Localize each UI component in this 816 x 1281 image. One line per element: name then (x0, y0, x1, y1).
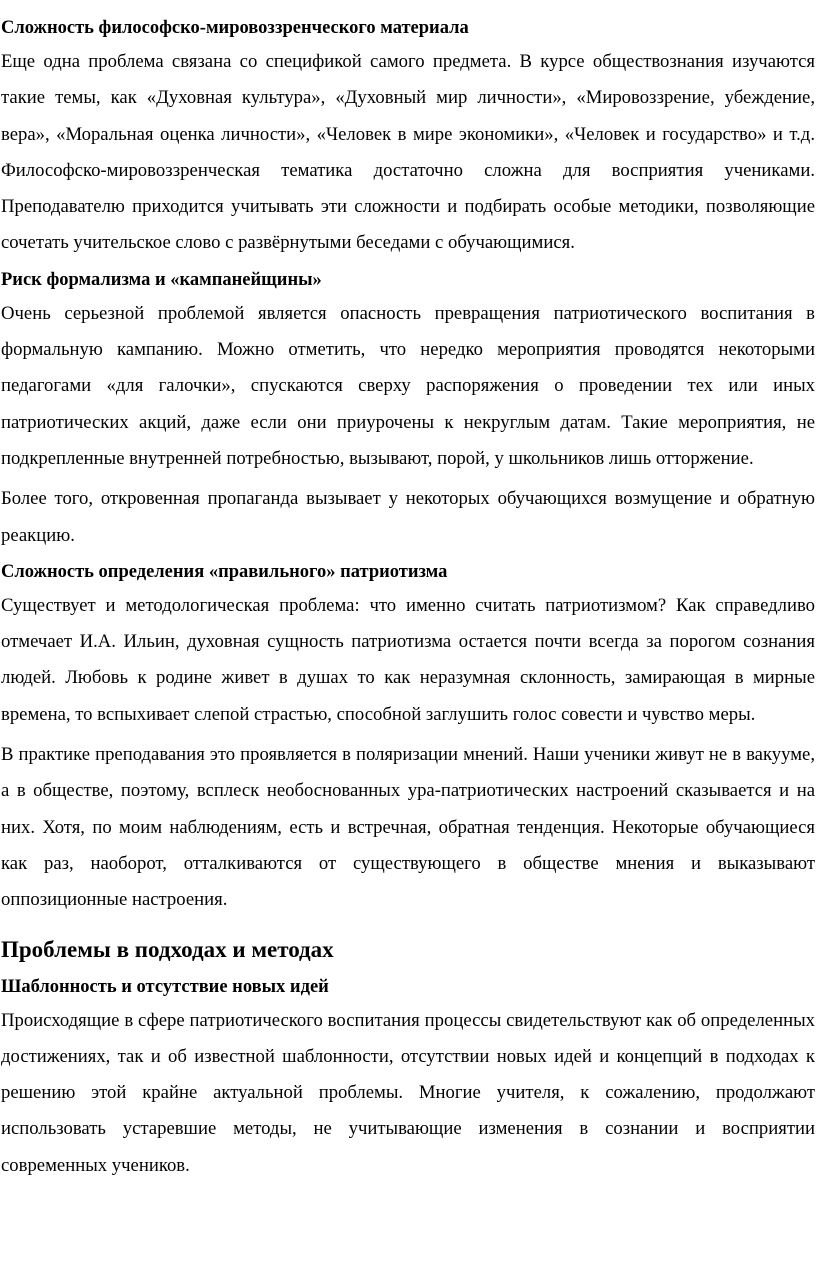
section-heading: Сложность философско-мировоззренческого материала (1, 18, 469, 38)
section-heading: Сложность определения «правильного» патриотизма (1, 561, 448, 582)
paragraph: Более того, откровенная пропаганда вызывает у некоторых обучающихся возмущение и обратную реакцию. (1, 488, 815, 546)
paragraph: Еще одна проблема связана со спецификой самого предмета. В курсе обществознания изучаются такие темы, как «Духовная культура», «Духовный мир личности», «Мировоззрение, убеждение, вера», «Моральная оценка личности», «Человек в мире экономики», «Человек и государство» и т.д. Философско-мировоззренческая тематика достаточно сложна для восприятия учениками. Преподавателю приходится учитывать эти сложности и подбирать особые методики, позволяющие сочетать учительское слово с развёрнутыми беседами с обучающимися. (1, 51, 815, 254)
paragraph: В практике преподавания это проявляется в поляризации мнений. Наши ученики живут не в вакууме, а в обществе, поэтому, всплеск необоснованных ура-патриотических настроений сказывается и на них. Хотя, по моим наблюдениям, есть и встречная, обратная тенденция. Некоторые обучающиеся как раз, наоборот, отталкиваются от существующего в обществе мнения и выказывают оппозиционные настроения. (1, 744, 815, 911)
paragraph: Существует и методологическая проблема: что именно считать патриотизмом? Как справедливо отмечает И.А. Ильин, духовная сущность патриотизма остается почти всегда за порогом сознания людей. Любовь к родине живет в душах то как неразумная склонность, замирающая в мирные времена, то вспыхивает слепой страстью, способной заглушить голос совести и чувство меры. (1, 594, 815, 725)
section-heading: Шаблонность и отсутствие новых идей (1, 976, 329, 997)
paragraph: Очень серьезной проблемой является опасность превращения патриотического воспитания в формальную кампанию. Можно отметить, что нередко мероприятия проводятся некоторыми педагогами «для галочки», спускаются сверху распоряжения о проведении тех или иных патриотических акций, даже если они приурочены к некруглым датам. Такие мероприятия, не подкрепленные внутренней потребностью, вызывают, порой, у школьников лишь отторжение. (1, 302, 815, 469)
paragraph: Происходящие в сфере патриотического воспитания процессы свидетельствуют как об определенных достижениях, так и об известной шаблонности, отсутствии новых идей и концепций в подходах к решению этой крайне актуальной проблемы. Многие учителя, к сожалению, продолжают использовать устаревшие методы, не учитывающие изменения в сознании и восприятии современных учеников. (1, 1009, 815, 1176)
chapter-title: Проблемы в подходах и методах (1, 936, 334, 962)
section-heading: Риск формализма и «кампанейщины» (1, 269, 322, 290)
